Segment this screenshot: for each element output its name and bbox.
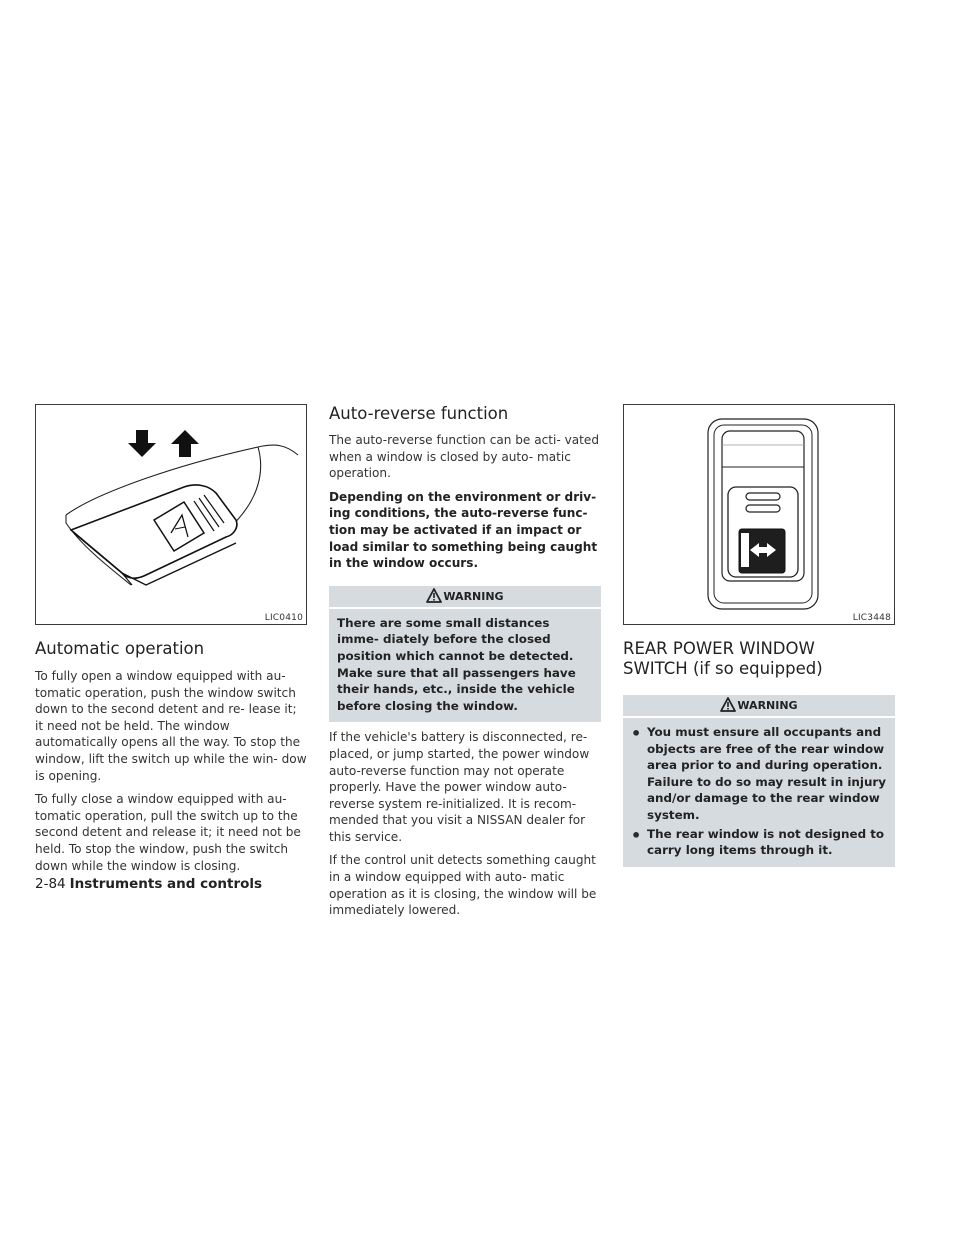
window-switch-illustration [36,405,306,624]
paragraph: To fully close a window equipped with au- tomatic operation, pull the switch up to the second detent and release it; it need not be held. To stop the window, push the switch down while the window is closing. [35,792,301,873]
bold-paragraph: Depending on the environment or driv- ing conditions, the auto-reverse func- tion may be activated if an impact or load similar to something being caught in the window occurs. [329,489,598,571]
warning-triangle-icon [426,588,442,603]
paragraph: If the control unit detects something caught in a window equipped with auto- matic operation as it is closing, the window will be immediately lowered. [329,853,597,918]
warning-bullet-text: The rear window is not designed to carry long items through it. [647,826,885,858]
column-right [623,404,895,867]
section-title-rear-power-window: REAR POWER WINDOW SWITCH (if so equipped) [623,639,823,678]
warning-header [329,586,601,607]
warning-triangle-icon [720,697,736,712]
section-title-auto-reverse: Auto-reverse function [329,404,509,423]
warning-box [623,695,895,867]
column-left [35,404,307,874]
warning-bullet-text: You must ensure all occupants and objects are free of the rear window area prior to and during operation. Failure to do so may result in injury and/or damage to the rear window system. [647,725,887,822]
section-name: Instruments and controls [69,876,263,892]
rear-switch-figure [623,404,895,625]
figure-code: LIC0410 [264,613,303,623]
paragraph: The auto-reverse function can be acti- vated when a window is closed by auto- matic operation. [329,433,600,481]
figure-code: LIC3448 [852,613,891,623]
rear-switch-illustration [624,405,894,624]
warning-bullet: • The rear window is not designed to carry long items through it. [631,826,889,859]
warning-box [329,586,601,723]
paragraph: If the vehicle's battery is disconnected, re- placed, or jump started, the power window auto-reverse function may not operate properly. Have the power window auto- reverse system re-initialized. It is recom- mended that you visit a NISSAN dealer for this service. [329,730,590,844]
page-number: 2-84 [35,876,66,892]
section-title-automatic-operation: Automatic operation [35,639,205,658]
warning-header [623,695,895,716]
warning-label: WARNING [737,699,798,712]
paragraph: To fully open a window equipped with au- tomatic operation, push the window switch down to the second detent and re- lease it; it need not be held. The window automatically opens all the way. To stop the window, lift the switch up while the win- dow is opening. [35,669,307,783]
warning-body [623,718,895,867]
column-middle [329,404,601,919]
page-footer [35,876,262,892]
warning-body [329,609,601,723]
warning-bullet: • You must ensure all occupants and objects are free of the rear window area prior to and during operation. Failure to do so may result in injury and/or damage to the rear window system. [631,724,889,824]
warning-text: There are some small distances imme- diately before the closed position which cannot be detected. Make sure that all passengers have their hands, etc., inside the vehicle before closing the window. [337,615,576,713]
arrow-down-icon [128,430,156,457]
arrow-up-icon [171,430,199,457]
warning-label: WARNING [443,589,504,603]
window-switch-figure [35,404,307,625]
